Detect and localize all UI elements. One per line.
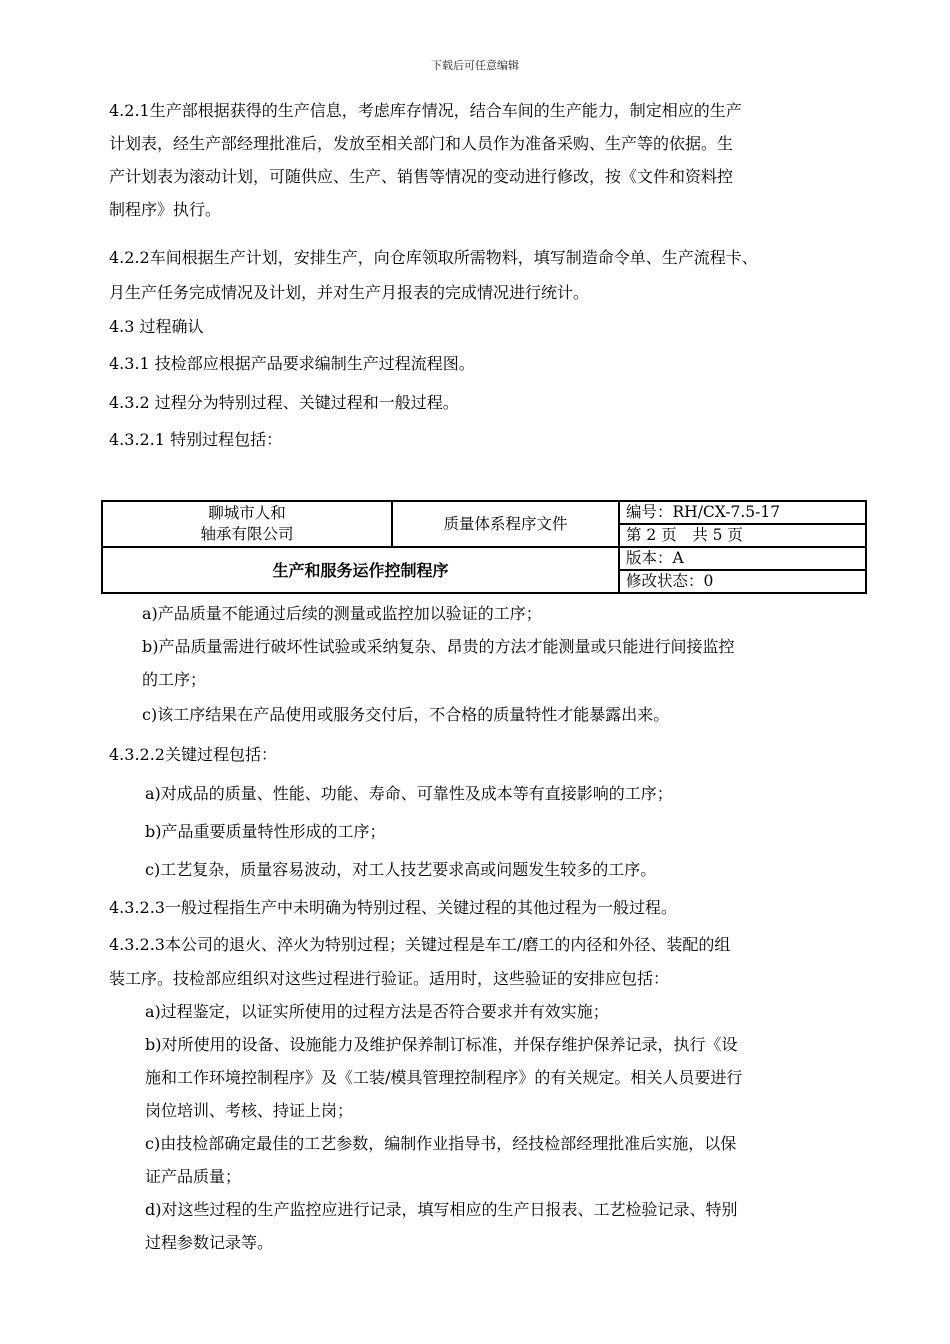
doc-code: 编号：RH/CX-7.5-17: [619, 501, 866, 524]
list-item: c)该工序结果在产品使用或服务交付后，不合格的质量特性才能暴露出来。: [142, 705, 670, 724]
document-header-table: [101, 500, 867, 594]
company-name: [102, 501, 392, 547]
list-item: c)工艺复杂，质量容易波动，对工人技艺要求高或问题发生较多的工序。: [145, 860, 657, 879]
list-item: d)对这些过程的生产监控应进行记录，填写相应的生产日报表、工艺检验记录、特别: [145, 1200, 738, 1219]
company-name-line2: 轴承有限公司: [200, 525, 294, 543]
text-line: 装工序。技检部应组织对这些过程进行验证。适用时，这些验证的安排应包括：: [109, 969, 670, 988]
verification-list: [145, 995, 742, 1259]
company-name-line1: 聊城市人和: [208, 504, 286, 522]
text-line: 产计划表为滚动计划，可随供应、生产、销售等情况的变动进行修改，按《文件和资料控: [109, 167, 734, 186]
list-item: b)对所使用的设备、设施能力及维护保养制订标准，并保存维护保养记录，执行《设: [145, 1035, 738, 1054]
text-line: 计划表，经生产部经理批准后，发放至相关部门和人员作为准备采购、生产等的依据。生: [109, 134, 734, 153]
list-item: a)对成品的质量、性能、功能、寿命、可靠性及成本等有直接影响的工序；: [145, 784, 673, 803]
text-line: 月生产任务完成情况及计划，并对生产月报表的完成情况进行统计。: [109, 283, 590, 302]
text-line: 制程序》执行。: [109, 200, 222, 219]
list-item: 岗位培训、考核、持证上岗；: [145, 1101, 354, 1120]
list-item: 过程参数记录等。: [145, 1233, 274, 1252]
header-note: 下载后可任意编辑: [431, 59, 519, 72]
text-line: 4.2.2车间根据生产计划，安排生产，向仓库领取所需物料，填写制造命令单、生产流程卡、: [109, 248, 758, 267]
doc-title: 生产和服务运作控制程序: [102, 547, 619, 593]
paragraph-4-3-2-2: 4.3.2.2关键过程包括：: [109, 745, 277, 764]
paragraph-4-3-2-1: 4.3.2.1 特别过程包括：: [109, 430, 283, 449]
paragraph-4-3-2-3-general: 4.3.2.3一般过程指生产中未明确为特别过程、关键过程的其他过程为一般过程。: [109, 898, 677, 917]
list-item: 证产品质量；: [145, 1167, 242, 1186]
list-item: b)产品质量需进行破坏性试验或采纳复杂、昂贵的方法才能测量或只能进行间接监控: [142, 637, 735, 656]
paragraph-4-2-2: [109, 240, 758, 310]
paragraph-4-3-2: 4.3.2 过程分为特别过程、关键过程和一般过程。: [109, 393, 459, 412]
doc-revision: 修改状态：0: [619, 570, 866, 593]
text-line: 4.3.2.3本公司的退火、淬火为特别过程；关键过程是车工/磨工的内径和外径、装配的组: [109, 935, 731, 954]
list-item: a)产品质量不能通过后续的测量或监控加以验证的工序；: [142, 604, 542, 623]
doc-version: 版本：A: [619, 547, 866, 570]
list-item: a)过程鉴定，以证实所使用的过程方法是否符合要求并有效实施；: [145, 1002, 609, 1021]
paragraph-4-2-1: [109, 94, 742, 226]
list-item: b)产品重要质量特性形成的工序；: [145, 822, 386, 841]
text-line: 4.2.1生产部根据获得的生产信息，考虑库存情况，结合车间的生产能力，制定相应的生产: [109, 101, 742, 120]
paragraph-4-3-2-3-company: [109, 928, 730, 996]
list-item: 的工序；: [142, 670, 207, 689]
doc-type: 质量体系程序文件: [392, 501, 619, 547]
key-process-list: [145, 775, 673, 889]
list-item: 施和工作环境控制程序》及《工装/模具管理控制程序》的有关规定。相关人员要进行: [145, 1068, 743, 1087]
special-process-list: [142, 597, 735, 731]
list-item: c)由技检部确定最佳的工艺参数，编制作业指导书，经技检部经理批准后实施，以保: [145, 1134, 737, 1153]
doc-page: 第 2 页 共 5 页: [619, 524, 866, 547]
paragraph-4-3-1: 4.3.1 技检部应根据产品要求编制生产过程流程图。: [109, 354, 475, 373]
heading-4-3: 4.3 过程确认: [109, 317, 204, 336]
